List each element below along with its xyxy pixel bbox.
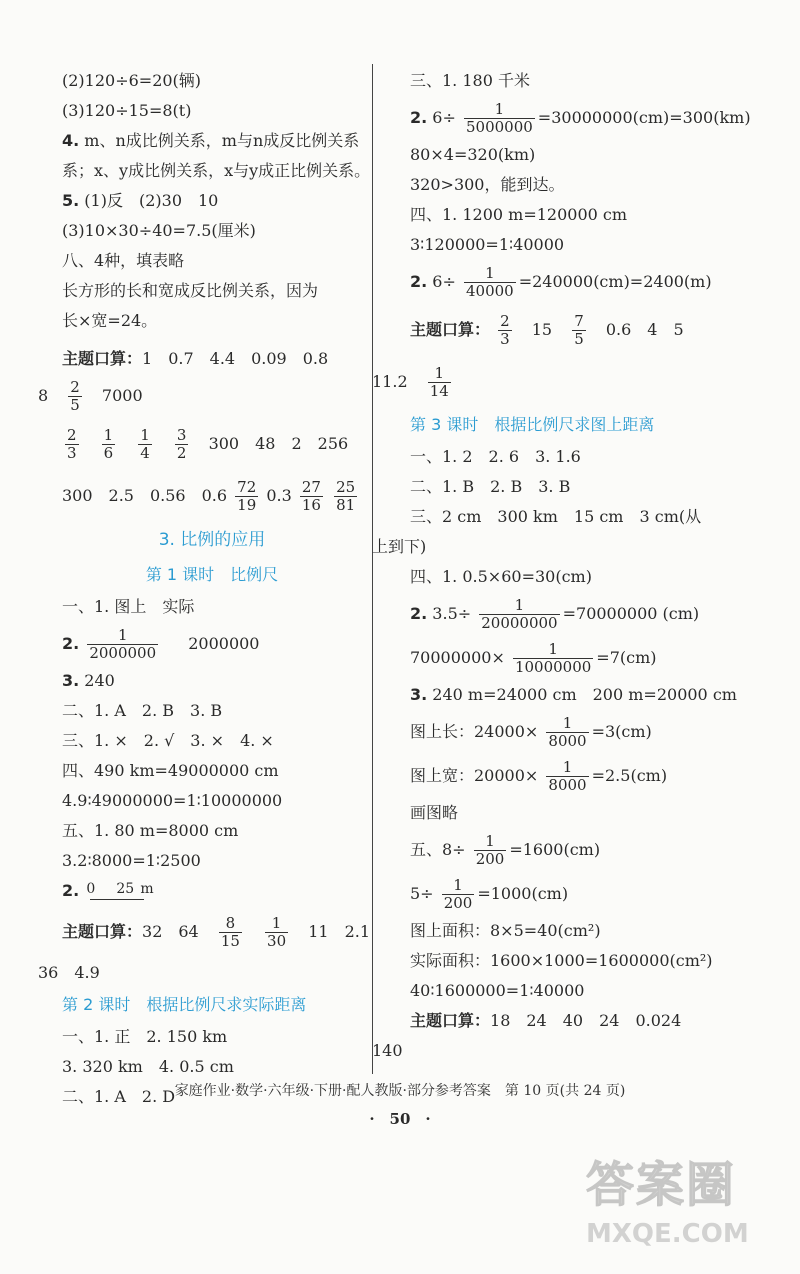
fraction: $\frac{2}{3}$ xyxy=(67,426,77,462)
answer-line: 四、1. 1200 m=120000 cm xyxy=(410,205,628,224)
scale-bar: 0 25 m xyxy=(84,882,154,902)
fraction: $\frac{1}{8000}$ xyxy=(548,714,587,750)
lesson-heading: 第 3 课时 根据比例尺求图上距离 xyxy=(410,415,655,434)
answer-line: 二、1. A 2. D xyxy=(62,1087,176,1106)
fraction: $\frac{8}{15}$ xyxy=(220,914,240,950)
page-footer: 家庭作业·数学·六年级·下册·配人教版·部分参考答案 第 10 页(共 24 页) xyxy=(174,1083,626,1099)
fraction: $\frac{1}{5000000}$ xyxy=(465,100,533,136)
right-column xyxy=(372,66,751,1066)
answer-line: 2. $\frac{1}{2000000}$ 2000000 xyxy=(62,626,260,662)
column-divider xyxy=(372,64,373,1074)
answer-line: 三、2 cm 300 km 15 cm 3 cm(从 xyxy=(410,507,702,526)
answer-line: 一、1. 正 2. 150 km xyxy=(62,1027,228,1046)
fraction: $\frac{1}{8000}$ xyxy=(548,758,587,794)
fraction: $\frac{1}{4}$ xyxy=(140,426,150,462)
fraction: $\frac{1}{40000}$ xyxy=(465,264,514,300)
mental-math-line: 8 $\frac{2}{5}$ 7000 xyxy=(38,378,143,414)
fraction: $\frac{1}{200}$ xyxy=(443,876,473,912)
left-column xyxy=(38,66,371,1112)
answer-line: 长×宽=24。 xyxy=(62,311,158,330)
answer-line: 图上宽：20000× $\frac{1}{8000}$ =2.5(cm) xyxy=(410,758,668,794)
mental-math-line: 主题口算：1 0.7 4.4 0.09 0.8 xyxy=(62,349,329,368)
answer-line: 2. 3.5÷ $\frac{1}{20000000}$ =70000000 (cm) xyxy=(410,596,700,632)
answer-line: 五、1. 80 m=8000 cm xyxy=(62,821,239,840)
answer-line: 3∶120000=1∶40000 xyxy=(410,235,565,254)
fraction: $\frac{27}{16}$ xyxy=(301,478,321,514)
mental-math-line: $\frac{2}{3}$ $\frac{1}{6}$ $\frac{1}{4}$ $\frac{3}{2}$ 300 48 2 256 xyxy=(67,426,349,462)
mental-math-line: 主题口算： $\frac{2}{3}$ 15 $\frac{7}{5}$ 0.6 4 5 xyxy=(410,312,684,348)
watermark-logo: 答案圈 MXQE.COM xyxy=(586,1157,749,1249)
answer-line: (2)120÷6=20(辆) xyxy=(62,71,202,90)
answer-line: 3. 240 m=24000 cm 200 m=20000 cm xyxy=(410,685,737,704)
answer-line: 八、4种，填表略 xyxy=(62,251,185,270)
section-heading: 3. 比例的应用 xyxy=(158,530,266,550)
answer-line: 2. 0 25 m xyxy=(62,880,154,900)
mental-math-line: 300 2.5 0.56 0.6 $\frac{72}{19}$ 0.3 $\frac{27}{16}$ $\frac{25}{81}$ xyxy=(62,478,356,514)
answer-line: 二、1. A 2. B 3. B xyxy=(62,701,223,720)
answer-line: 3. 320 km 4. 0.5 cm xyxy=(62,1057,234,1076)
answer-line: 长方形的长和宽成反比例关系，因为 xyxy=(62,281,319,300)
mental-math-line: 11.2 $\frac{1}{14}$ xyxy=(372,364,449,400)
answer-line: 5. (1)反 (2)30 10 xyxy=(62,191,219,210)
mental-math-line: 主题口算：32 64 $\frac{8}{15}$ $\frac{1}{30}$ 11 2.1 xyxy=(62,914,371,950)
mental-math-line: 140 xyxy=(372,1041,403,1060)
answer-line: 画图略 xyxy=(410,803,459,822)
answer-line: 图上长：24000× $\frac{1}{8000}$ =3(cm) xyxy=(410,714,652,750)
answer-line: 二、1. B 2. B 3. B xyxy=(410,477,571,496)
fraction: $\frac{1}{10000000}$ xyxy=(514,640,592,676)
mental-math-line: 36 4.9 xyxy=(38,963,100,982)
answer-line: 3. 240 xyxy=(62,671,115,690)
fraction: $\frac{1}{2000000}$ xyxy=(89,626,157,662)
answer-line: 2. 6÷ $\frac{1}{5000000}$ =30000000(cm)=300(km) xyxy=(410,100,751,136)
fraction: $\frac{1}{30}$ xyxy=(267,914,287,950)
answer-line: 三、1. 180 千米 xyxy=(410,71,530,90)
fraction: $\frac{7}{5}$ xyxy=(574,312,584,348)
answer-line: 三、1. × 2. √ 3. × 4. × xyxy=(62,731,274,750)
page-number: · 50 · xyxy=(369,1110,431,1128)
answer-line: 图上面积：8×5=40(cm²) xyxy=(410,921,601,940)
answer-line: 4. m、n成比例关系，m与n成反比例关系 xyxy=(62,131,360,150)
answer-line: 40∶1600000=1∶40000 xyxy=(410,981,585,1000)
answer-line: 系；x、y成比例关系，x与y成正比例关系。 xyxy=(62,161,371,180)
fraction: $\frac{2}{3}$ xyxy=(500,312,510,348)
answer-line: (3)10×30÷40=7.5(厘米) xyxy=(62,221,256,240)
fraction: $\frac{25}{81}$ xyxy=(336,478,356,514)
answer-line: 320>300，能到达。 xyxy=(410,175,565,194)
lesson-heading: 第 1 课时 比例尺 xyxy=(145,565,279,584)
lesson-heading: 第 2 课时 根据比例尺求实际距离 xyxy=(62,995,307,1014)
fraction: $\frac{72}{19}$ xyxy=(237,478,257,514)
fraction: $\frac{1}{200}$ xyxy=(475,832,505,868)
answer-line: 70000000× $\frac{1}{10000000}$ =7(cm) xyxy=(410,640,657,676)
fraction: $\frac{2}{5}$ xyxy=(70,378,80,414)
answer-line: 80×4=320(km) xyxy=(410,145,536,164)
fraction: $\frac{3}{2}$ xyxy=(176,426,187,462)
fraction: $\frac{1}{14}$ xyxy=(429,364,449,400)
answer-line: (3)120÷15=8(t) xyxy=(62,101,192,120)
fraction: $\frac{1}{6}$ xyxy=(103,426,114,462)
fraction: $\frac{1}{20000000}$ xyxy=(481,596,558,632)
answer-line: 四、1. 0.5×60=30(cm) xyxy=(410,567,592,586)
answer-line: 四、490 km=49000000 cm xyxy=(62,761,279,780)
answer-line: 2. 6÷ $\frac{1}{40000}$ =240000(cm)=2400(m) xyxy=(410,264,712,300)
answer-line: 一、1. 2 2. 6 3. 1.6 xyxy=(410,447,581,466)
answer-line: 3.2∶8000=1∶2500 xyxy=(62,851,201,870)
answer-line: 4.9∶49000000=1∶10000000 xyxy=(62,791,283,810)
answer-line: 上到下) xyxy=(372,537,427,556)
answer-line: 一、1. 图上 实际 xyxy=(62,597,195,616)
answer-line: 实际面积：1600×1000=1600000(cm²) xyxy=(410,951,713,970)
answer-line: 五、8÷ $\frac{1}{200}$ =1600(cm) xyxy=(410,832,601,868)
answer-line: 5÷ $\frac{1}{200}$ =1000(cm) xyxy=(410,876,569,912)
mental-math-line: 主题口算：18 24 40 24 0.024 xyxy=(410,1011,682,1030)
